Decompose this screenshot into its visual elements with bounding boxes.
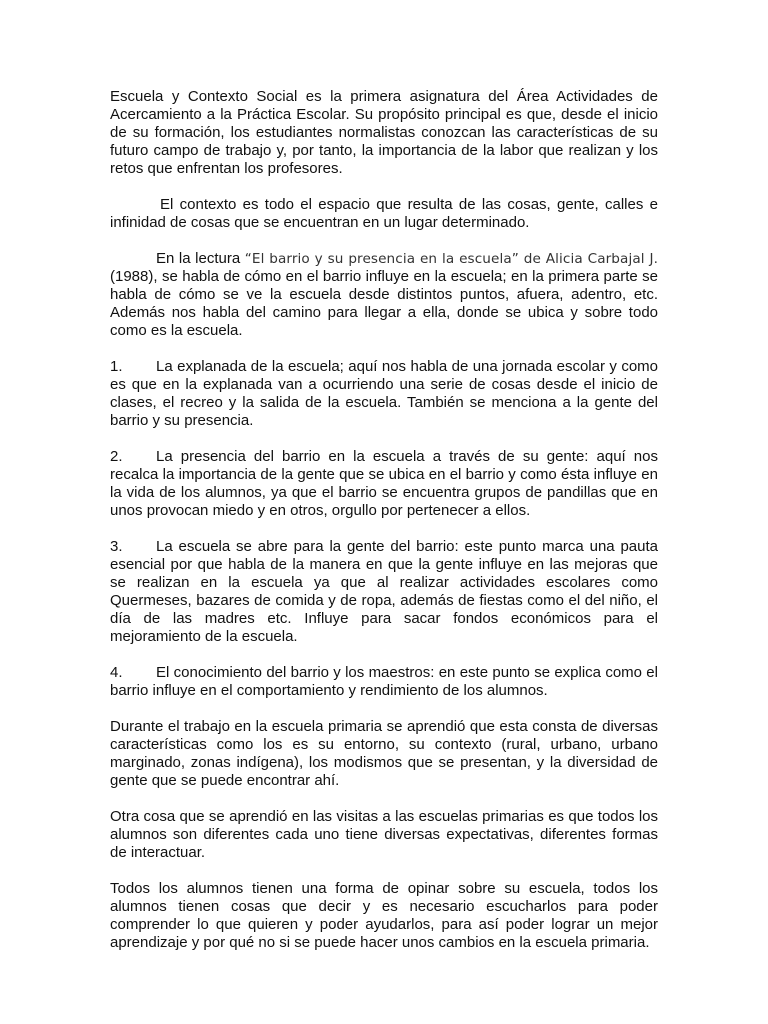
list-item xyxy=(110,448,658,520)
list-item-number: 2. xyxy=(110,448,123,465)
paragraph-lectura xyxy=(110,250,658,340)
lectura-post-text: (1988), se habla de cómo en el barrio influye en la escuela; en la primera parte se habla de cómo se ve la escuela desde distintos puntos, afuera, adentro, etc. Además nos habla del camino para llegar a ella, donde se ubica y sobre todo como es la escuela. xyxy=(110,268,658,339)
list-item-text: La explanada de la escuela; aquí nos habla de una jornada escolar y como es que en la explanada van a ocurriendo una serie de cosas desde el inicio de clases, el recreo y la salida de la escuela. También se menciona a la gente del barrio y su presencia. xyxy=(110,358,658,429)
list-item xyxy=(110,664,658,700)
paragraph-todos: Todos los alumnos tienen una forma de opinar sobre su escuela, todos los alumnos tienen cosas que decir y es necesario escucharlos para poder comprender lo que quieren y poder ayudarlos, para así poder lograr un mejor aprendizaje y por qué no si se puede hacer unos cambios en la escuela primaria. xyxy=(110,880,658,951)
list-item-text: La escuela se abre para la gente del barrio: este punto marca una pauta esencial por que habla de la manera en que la gente influye en las mejoras que se realizan en la escuela ya que al realizar actividades escolares como Quermeses, bazares de comida y de ropa, además de fiestas como el del niño, el día de las madres etc. Influye para sacar fondos económicos para el mejoramiento de la escuela. xyxy=(110,538,658,645)
list-item-number: 4. xyxy=(110,664,123,681)
paragraph-contexto: El contexto es todo el espacio que resulta de las cosas, gente, calles e infinidad de cosas que se encuentran en un lugar determinado. xyxy=(110,196,658,231)
list-item-number: 1. xyxy=(110,358,123,375)
list-item-number: 3. xyxy=(110,538,123,555)
list-item-text: El conocimiento del barrio y los maestros: en este punto se explica como el barrio influye en el comportamiento y rendimiento de los alumnos. xyxy=(110,664,658,699)
lectura-pre-text: En la lectura xyxy=(156,250,245,267)
paragraph-otra-cosa: Otra cosa que se aprendió en las visitas a las escuelas primarias es que todos los alumnos son diferentes cada uno tiene diversas expectativas, diferentes formas de interactuar. xyxy=(110,808,658,861)
paragraph-intro: Escuela y Contexto Social es la primera asignatura del Área Actividades de Acercamiento a la Práctica Escolar. Su propósito principal es que, desde el inicio de su formación, los estudiantes normalistas conozcan las características de su futuro campo de trabajo y, por tanto, la importancia de la labor que realizan y los retos que enfrentan los profesores. xyxy=(110,88,658,177)
lectura-quote: “El barrio y su presencia en la escuela” de Alicia Carbajal J. xyxy=(244,251,658,267)
paragraph-durante: Durante el trabajo en la escuela primaria se aprendió que esta consta de diversas características como los es su entorno, su contexto (rural, urbano, urbano marginado, zonas indígena), los modismos que se presentan, y la diversidad de gente que se puede encontrar ahí. xyxy=(110,718,658,789)
list-item-text: La presencia del barrio en la escuela a través de su gente: aquí nos recalca la importancia de la gente que se ubica en el barrio y como ésta influye en la vida de los alumnos, ya que el barrio se encuentra grupos de pandillas que en unos provocan miedo y en otros, orgullo por pertenecer a ellos. xyxy=(110,448,658,519)
list-item xyxy=(110,538,658,646)
list-item xyxy=(110,358,658,430)
